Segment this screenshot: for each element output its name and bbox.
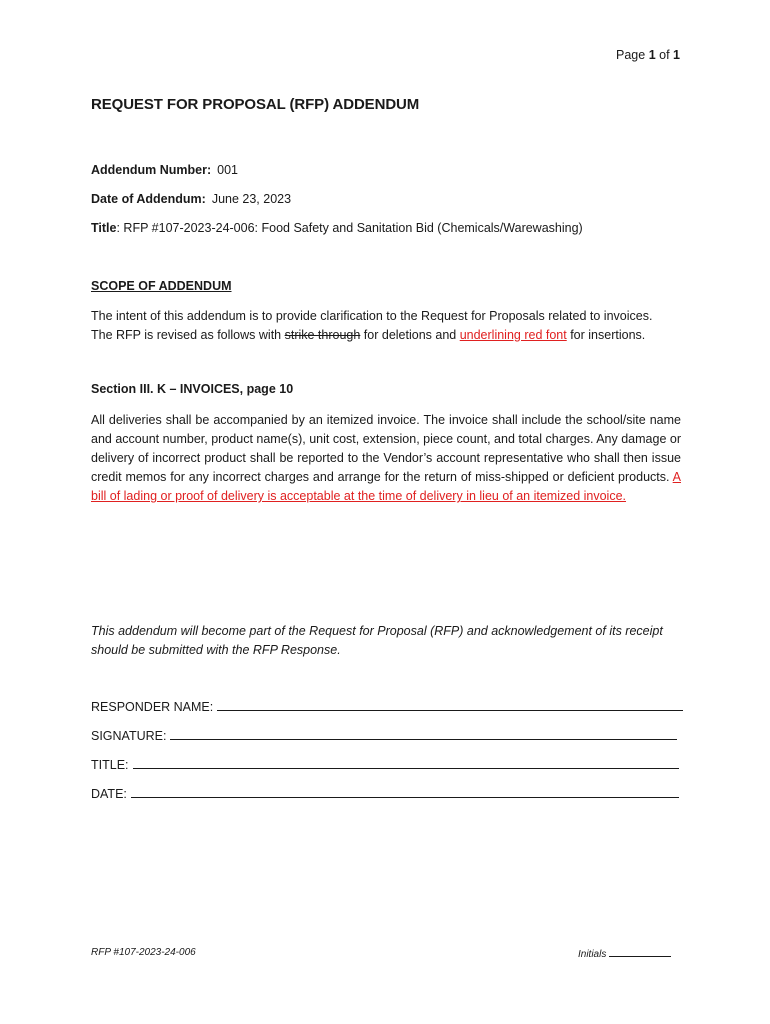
document-title: REQUEST FOR PROPOSAL (RFP) ADDENDUM [91,96,420,113]
scope-heading: SCOPE OF ADDENDUM [91,279,232,293]
addendum-number-value: 001 [217,163,238,177]
section-insertion-text: A bill of lading or proof of delivery is acceptable at the time of delivery in lieu of an itemized invoice. [91,470,681,503]
signature-field[interactable] [91,728,677,743]
addendum-number-label: Addendum Number: [91,163,212,177]
title-line[interactable] [133,757,679,769]
title-field[interactable] [91,757,679,772]
addendum-date-value: June 23, 2023 [211,192,292,206]
date-field[interactable] [91,786,679,801]
responder-name-line[interactable] [217,699,683,711]
rfp-title-value: : RFP #107-2023-24-006: Food Safety and Sanitation Bid (Chemicals/Warewashing) [116,221,583,235]
footer-initials[interactable] [578,947,671,960]
scope-paragraph [91,307,681,345]
responder-name-label: RESPONDER NAME: [91,700,214,714]
rfp-title-line [91,221,583,235]
section-body [91,411,681,506]
title-label: TITLE: [91,758,129,772]
initials-line[interactable] [609,947,671,957]
date-line[interactable] [131,786,679,798]
page-number: Page 1 of 1 [616,48,680,62]
scope-line-2: The RFP is revised as follows with strike through for deletions and underlining red font for insertions. [91,328,646,342]
signature-label: SIGNATURE: [91,729,167,743]
footer-rfp-number: RFP #107-2023-24-006 [91,947,196,958]
red-underline-example: underlining red font [459,328,567,342]
scope-line-1: The intent of this addendum is to provide clarification to the Request for Proposals related to invoices. [91,309,653,323]
initials-label: Initials [578,949,607,960]
addendum-number-line [91,163,238,177]
addendum-date-line [91,192,291,206]
acknowledgement-text: This addendum will become part of the Request for Proposal (RFP) and acknowledgement of its receipt should be submitted with the RFP Response. [91,624,663,657]
date-label: DATE: [91,787,127,801]
signature-line[interactable] [170,728,677,740]
strike-through-example: strike through [284,328,361,342]
section-body-text: All deliveries shall be accompanied by an itemized invoice. The invoice shall include the school/site name and account number, product name(s), unit cost, extension, piece count, and total charges. Any damage or delivery of incorrect product shall be reported to the Vendor’s account representative who shall then issue credit memos for any incorrect charges and arrange for the return of miss-shipped or deficient products. [91,413,681,484]
section-heading: Section III. K – INVOICES, page 10 [91,382,294,396]
addendum-date-label: Date of Addendum: [91,192,206,206]
responder-name-field[interactable] [91,699,683,714]
rfp-title-label: Title [91,221,117,235]
